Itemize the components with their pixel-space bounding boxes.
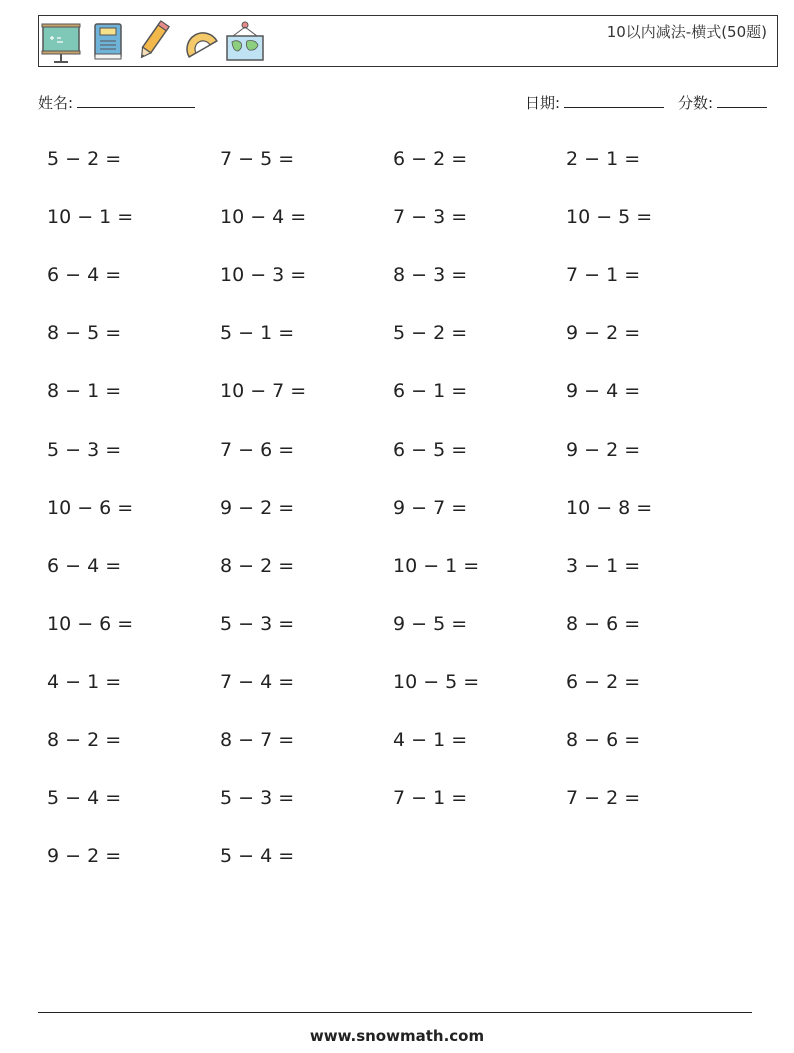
- footer-url: www.snowmath.com: [309, 1027, 485, 1045]
- problem-item: 7 − 2 =: [566, 787, 641, 810]
- book-icon: [87, 18, 127, 64]
- problem-item: 10 − 4 =: [220, 206, 307, 229]
- header-icons: [41, 18, 265, 64]
- problem-item: 8 − 6 =: [566, 612, 641, 635]
- problem-item: 9 − 2 =: [566, 322, 641, 345]
- problem-item: 10 − 8 =: [566, 496, 653, 519]
- score-label: 分数:: [678, 94, 714, 112]
- problem-item: 6 − 2 =: [566, 670, 641, 693]
- name-field: [38, 92, 195, 113]
- problem-item: 5 − 2 =: [47, 148, 122, 170]
- problem-item: 7 − 5 =: [220, 148, 295, 170]
- protractor-icon: [179, 18, 219, 64]
- problem-item: 10 − 6 =: [47, 612, 134, 635]
- problem-item: 5 − 3 =: [220, 787, 295, 810]
- problem-item: 7 − 1 =: [393, 787, 468, 810]
- problem-item: 9 − 2 =: [566, 438, 641, 461]
- problem-item: 6 − 4 =: [47, 554, 122, 577]
- score-field: [678, 92, 767, 113]
- problem-item: 8 − 3 =: [393, 264, 468, 287]
- problem-item: 10 − 5 =: [566, 206, 653, 229]
- problem-item: 8 − 2 =: [220, 554, 295, 577]
- blackboard-icon: [41, 18, 81, 64]
- problem-item: 9 − 2 =: [220, 496, 295, 519]
- problem-item: 5 − 4 =: [220, 845, 295, 868]
- problem-item: 8 − 2 =: [47, 729, 122, 751]
- problem-item: 8 − 5 =: [47, 322, 122, 345]
- problem-item: 9 − 7 =: [393, 496, 468, 519]
- map-icon: [225, 18, 265, 64]
- problem-item: 7 − 1 =: [566, 264, 641, 287]
- problem-item: 8 − 6 =: [566, 729, 641, 751]
- problem-item: 9 − 5 =: [393, 612, 468, 635]
- problem-item: 6 − 2 =: [393, 148, 468, 170]
- worksheet-header: [38, 15, 778, 67]
- worksheet-title: 10以内减法-横式(50题): [606, 23, 767, 41]
- problem-item: 8 − 1 =: [47, 380, 122, 403]
- problem-item: 6 − 4 =: [47, 264, 122, 287]
- problem-item: 4 − 1 =: [47, 670, 122, 693]
- problem-item: 5 − 3 =: [220, 612, 295, 635]
- problem-item: 10 − 6 =: [47, 496, 134, 519]
- problem-item: 5 − 2 =: [393, 322, 468, 345]
- problem-item: 6 − 5 =: [393, 438, 468, 461]
- problem-item: 5 − 4 =: [47, 787, 122, 810]
- problem-item: 10 − 5 =: [393, 670, 480, 693]
- problem-item: 10 − 1 =: [393, 554, 480, 577]
- problem-item: 7 − 6 =: [220, 438, 295, 461]
- problem-item: 8 − 7 =: [220, 729, 295, 751]
- problem-item: 9 − 4 =: [566, 380, 641, 403]
- problem-item: 9 − 2 =: [47, 845, 122, 868]
- footer-divider: [38, 1012, 752, 1013]
- problem-item: 10 − 7 =: [220, 380, 307, 403]
- pencil-icon: [133, 18, 173, 64]
- date-field: [525, 92, 664, 113]
- problem-item: 2 − 1 =: [566, 148, 641, 170]
- problem-item: 3 − 1 =: [566, 554, 641, 577]
- problem-item: 7 − 4 =: [220, 670, 295, 693]
- name-blank[interactable]: [77, 93, 195, 108]
- name-label: 姓名:: [38, 94, 74, 112]
- problem-item: 4 − 1 =: [393, 729, 468, 751]
- problem-item: 10 − 3 =: [220, 264, 307, 287]
- problem-item: 5 − 3 =: [47, 438, 122, 461]
- problem-item: 5 − 1 =: [220, 322, 295, 345]
- problem-item: 7 − 3 =: [393, 206, 468, 229]
- date-label: 日期:: [525, 94, 561, 112]
- score-blank[interactable]: [717, 93, 767, 108]
- date-blank[interactable]: [564, 93, 664, 108]
- problem-item: 6 − 1 =: [393, 380, 468, 403]
- problem-item: 10 − 1 =: [47, 206, 134, 229]
